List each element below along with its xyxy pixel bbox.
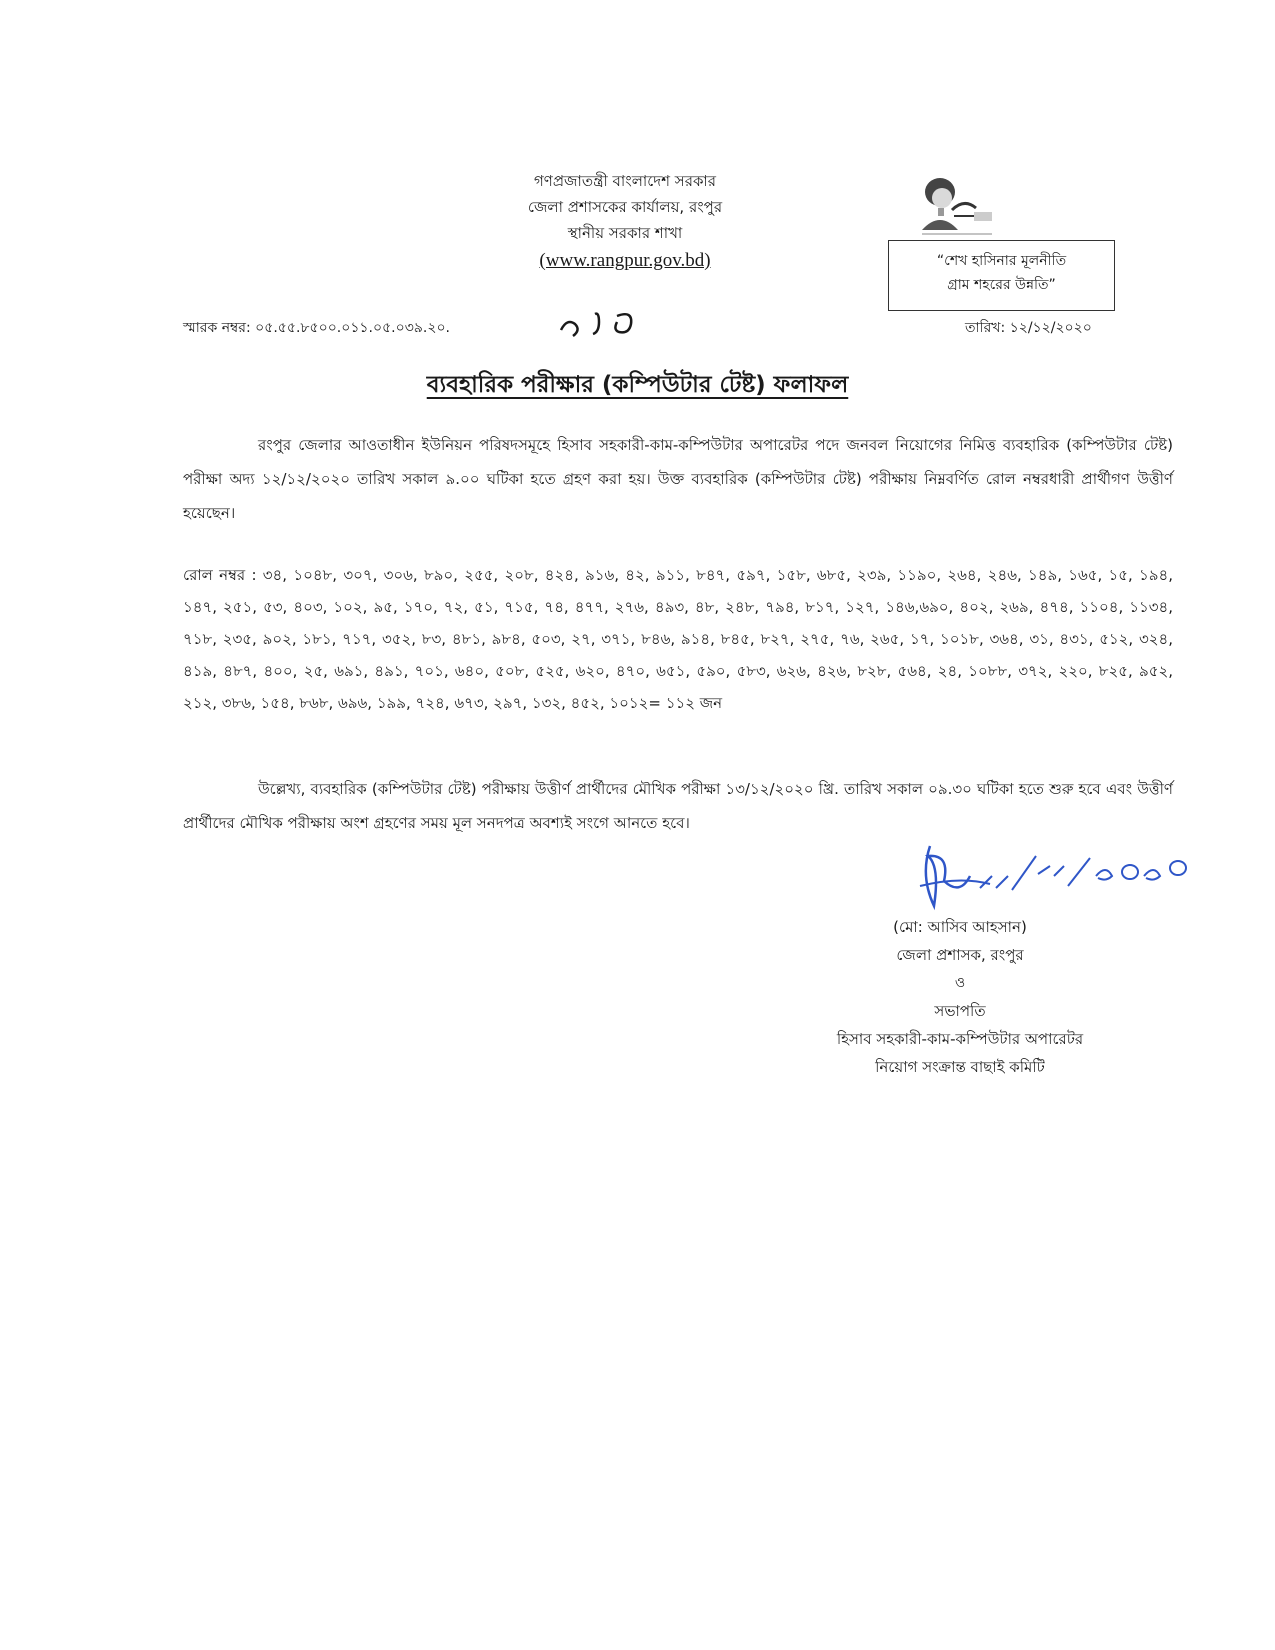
branch-name: স্থানীয় সরকার শাখা	[567, 224, 683, 242]
signatory-conjunction: ও	[954, 975, 966, 991]
result-paragraph: রংপুর জেলার আওতাধীন ইউনিয়ন পরিষদসমূহে হিসাব সহকারী-কাম-কম্পিউটার অপারেটর পদে জনবল নিয়োগের নিমিত্ত ব্যবহারিক (কম্পিউটার টেষ্ট) পরীক্ষা অদ্য ১২/১২/২০২০ তারিখ সকাল ৯.০০ ঘটিকা হতে গ্রহণ করা হয়। উক্ত ব্যবহারিক (কম্পিউটার টেষ্ট) পরীক্ষায় নিম্নবর্ণিত রোল নম্বরধারী প্রার্থীগণ উত্তীর্ণ হয়েছেন।	[183, 436, 1173, 522]
mujib-borsho-logo-icon	[912, 170, 1002, 240]
slogan-line-1: “শেখ হাসিনার মূলনীতি	[936, 253, 1067, 269]
website-link[interactable]: (www.rangpur.gov.bd)	[539, 250, 711, 271]
signatory-role: সভাপতি	[934, 1002, 986, 1020]
slogan-box	[888, 240, 1115, 311]
committee-line-2: নিয়োগ সংক্রান্ত বাছাই কমিটি	[875, 1058, 1045, 1076]
memo-number: স্মারক নম্বর: ০৫.৫৫.৮৫০০.০১১.০৫.০৩৯.২০.	[183, 320, 451, 336]
title-text: ব্যবহারিক পরীক্ষার (কম্পিউটার টেষ্ট) ফলাফল	[426, 372, 849, 398]
document-title	[0, 366, 1275, 405]
signature-block	[800, 913, 1120, 1081]
signatory-designation: জেলা প্রশাসক, রংপুর	[896, 946, 1024, 964]
committee-line-1: হিসাব সহকারী-কাম-কম্পিউটার অপারেটর	[836, 1030, 1084, 1048]
handwritten-signature	[900, 836, 1210, 916]
slogan-line-2: গ্রাম শহরের উন্নতি”	[947, 277, 1056, 293]
roll-number-list: রোল নম্বর : ৩৪, ১০৪৮, ৩০৭, ৩০৬, ৮৯০, ২৫৫, ২০৮, ৪২৪, ৯১৬, ৪২, ৯১১, ৮৪৭, ৫৯৭, ১৫৮, ৬৮৫, ২৩৯, ১১৯০, ২৬৪, ২৪৬, ১৪৯, ১৬৫, ১৫, ১৯৪, ১৪৭, ২৫১, ৫৩, ৪০৩, ১০২, ৯৫, ১৭০, ৭২, ৫১, ৭১৫, ৭৪, ৪৭৭, ২৭৬, ৪৯৩, ৪৮, ২৪৮, ৭৯৪, ৮১৭, ১২৭, ১৪৬,৬৯০, ৪০২, ২৬৯, ৪৭৪, ১১০৪, ১১৩৪, ৭১৮, ২৩৫, ৯০২, ১৮১, ৭১৭, ৩৫২, ৮৩, ৪৮১, ৯৮৪, ৫০৩, ২৭, ৩৭১, ৮৪৬, ৯১৪, ৮৪৫, ৮২৭, ২৭৫, ৭৬, ২৬৫, ১৭, ১০১৮, ৩৬৪, ৩১, ৪৩১, ৫১২, ৩২৪, ৪১৯, ৪৮৭, ৪০০, ২৫, ৬৯১, ৪৯১, ৭০১, ৬৪০, ৫০৮, ৫২৫, ৬২০, ৪৭০, ৬৫১, ৫৯০, ৫৮৩, ৬২৬, ৪২৬, ৮২৮, ৫৬৪, ২৪, ১০৮৮, ৩৭২, ২২০, ৮২৫, ৯৫২, ২১২, ৩৮৬, ১৫৪, ৮৬৮, ৬৯৬, ১৯৯, ৭২৪, ৬৭৩, ২৯৭, ১৩২, ৪৫২, ১০১২= ১১২ জন	[183, 566, 1173, 712]
document-date: তারিখ: ১২/১২/২০২০	[965, 320, 1092, 336]
signatory-name: (মো: আসিব আহসান)	[893, 918, 1027, 936]
letterhead	[450, 168, 800, 274]
government-name: গণপ্রজাতন্ত্রী বাংলাদেশ সরকার	[533, 172, 717, 190]
office-name: জেলা প্রশাসকের কার্যালয়, রংপুর	[527, 198, 723, 216]
handwritten-memo-number	[555, 300, 675, 348]
viva-notice-paragraph: উল্লেখ্য, ব্যবহারিক (কম্পিউটার টেষ্ট) পরীক্ষায় উত্তীর্ণ প্রার্থীদের মৌখিক পরীক্ষা ১৩/১২/২০২০ খ্রি. তারিখ সকাল ০৯.৩০ ঘটিকা হতে শুরু হবে এবং উত্তীর্ণ প্রার্থীদের মৌখিক পরীক্ষায় অংশ গ্রহণের সময় মূল সনদপত্র অবশ্যই সংগে আনতে হবে।	[183, 780, 1173, 832]
